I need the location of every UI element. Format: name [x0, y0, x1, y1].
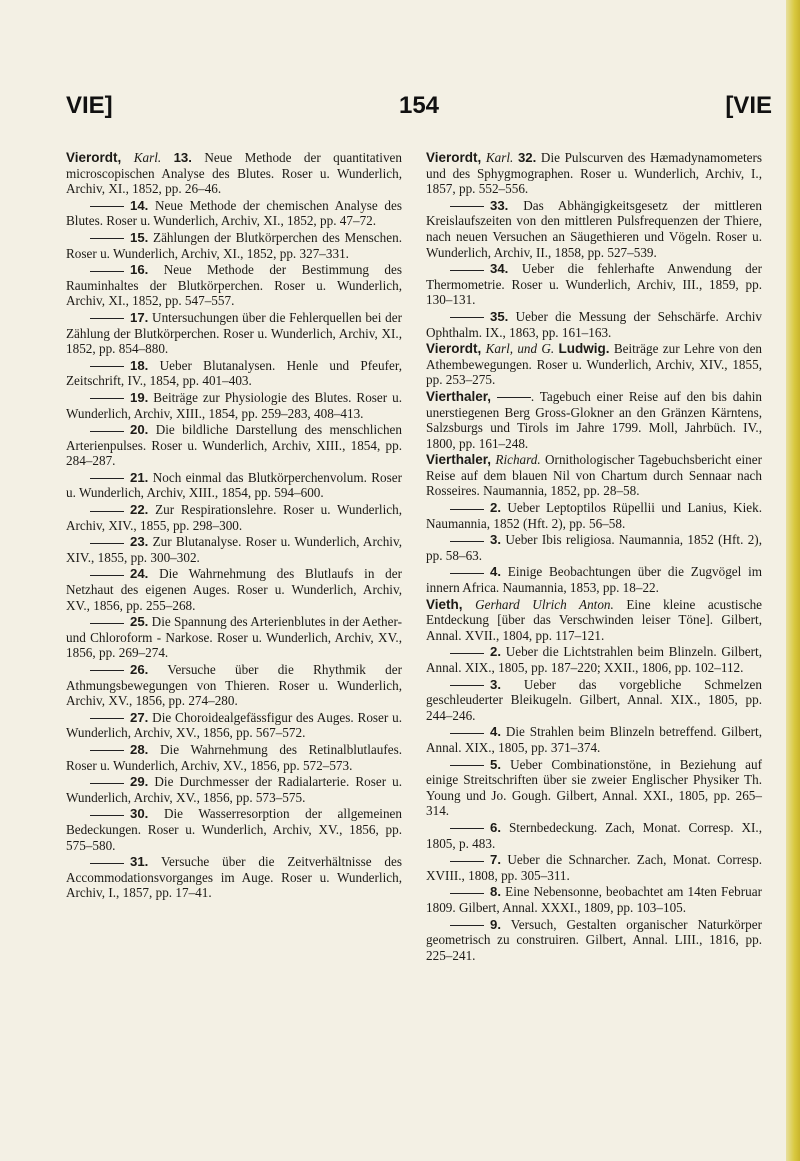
entry-text: . Tagebuch einer Reise auf den bis dahin unerstiegenen Berg Gross-Glokner an den Gränzen Kärntens, Salzsburgs und Tirols im Jahre 1799. Moll, Jahrbüch. IV., 1800, pp. 161–248.	[426, 388, 762, 451]
bibliography-entry	[426, 597, 762, 644]
ditto-dash	[450, 861, 484, 862]
entry-number: 25.	[130, 614, 149, 630]
entry-number: 3.	[490, 676, 501, 692]
author-given-name: Richard.	[495, 452, 541, 468]
author-name: Vierthaler,	[426, 388, 492, 404]
entry-number: 2.	[490, 500, 501, 516]
entry-number: 16.	[130, 262, 149, 278]
entry-text: Versuche über die Zeitverhältnisse des Accommodationsvorganges im Auge. Roser u. Wunderlich, Archiv, I., 1857, pp. 17–41.	[66, 854, 402, 901]
entry-text: Die Durchmesser der Radialarterie. Roser u. Wunderlich, Archiv, XV., 1856, pp. 573–575.	[66, 774, 402, 805]
page-edge	[786, 0, 800, 1161]
entry-text: Sternbedeckung. Zach, Monat. Corresp. XI., 1805, p. 483.	[426, 819, 762, 851]
entry-text: Ueber das vorgebliche Schmelzen geschleuderter Bleikugeln. Gilbert, Annal. XIX., 1805, pp. 244–246.	[426, 676, 762, 723]
entry-number: 20.	[130, 422, 149, 438]
bibliography-entry	[66, 310, 402, 357]
entry-text: Zählungen der Blutkörperchen des Menschen. Roser u. Wunderlich, Archiv, XI., 1852, pp. 327–331.	[66, 229, 403, 261]
entry-text: Ueber die Messung der Sehschärfe. Archiv Ophthalm. IX., 1863, pp. 161–163.	[426, 308, 763, 340]
bibliography-entry	[426, 820, 762, 851]
entry-text: Noch einmal das Blutkörperchenvolum. Roser u. Wunderlich, Archiv, XIII., 1854, pp. 594–600.	[66, 469, 403, 501]
entry-text: Ueber die fehlerhafte Anwendung der Thermometrie. Roser u. Wunderlich, Archiv, III., 1859, pp. 130–131.	[426, 261, 762, 308]
bibliography-entry	[426, 677, 762, 724]
bibliography-entry	[426, 644, 762, 675]
entry-number: 23.	[130, 534, 149, 550]
entry-number: 2.	[490, 644, 501, 660]
entry-text: Die Wasserresorption der allgemeinen Bedeckungen. Roser u. Wunderlich, Archiv, XV., 1856, pp. 575–580.	[66, 806, 403, 853]
ditto-dash	[450, 509, 484, 510]
ditto-dash	[90, 815, 124, 816]
bibliography-entry	[66, 774, 402, 805]
bibliography-entry	[66, 566, 402, 613]
entry-number: 5.	[490, 756, 501, 772]
bibliography-entry	[66, 358, 402, 389]
entry-number: 34.	[490, 261, 509, 277]
entry-number: 15.	[130, 229, 149, 245]
bibliography-entry	[66, 534, 402, 565]
entry-number: 13.	[173, 150, 192, 165]
ditto-dash	[450, 765, 484, 766]
entry-text: Die Strahlen beim Blinzeln betreffend. Gilbert, Annal. XIX., 1805, pp. 371–374.	[426, 724, 762, 755]
bibliography-entry	[66, 230, 402, 261]
coauthor-name: Ludwig.	[558, 341, 610, 357]
bibliography-entry	[426, 500, 762, 531]
entry-number: 21.	[130, 469, 149, 485]
entry-number: 18.	[130, 357, 149, 373]
entry-text: Versuche über die Rhythmik der Athmungsbewegungen von Thieren. Roser u. Wunderlich, Archiv, XV., 1856, pp. 274–280.	[66, 662, 402, 709]
bibliography-entry	[66, 854, 402, 901]
bibliography-entry	[66, 502, 402, 533]
running-head-right: [VIE	[725, 92, 772, 119]
ditto-dash	[90, 783, 124, 784]
bibliography-entry	[426, 917, 762, 964]
bibliography-entry	[66, 710, 402, 741]
entry-text: Zur Respirationslehre. Roser u. Wunderlich, Archiv, XIV., 1855, pp. 298–300.	[66, 502, 402, 533]
author-given-name: Gerhard Ulrich Anton.	[475, 596, 614, 612]
entry-text: Ueber die Schnarcher. Zach, Monat. Corresp. XVIII., 1808, pp. 305–311.	[426, 852, 763, 883]
bibliography-entry	[426, 564, 762, 595]
entry-number: 35.	[490, 308, 509, 324]
ditto-dash	[450, 653, 484, 654]
bibliography-entry	[426, 261, 762, 308]
ditto-dash	[90, 575, 124, 576]
ditto-dash	[90, 271, 124, 272]
running-head	[66, 92, 772, 126]
entry-text: Die Wahrnehmung des Retinalblutlaufes. Roser u. Wunderlich, Archiv, XV., 1856, pp. 572–573.	[66, 741, 403, 773]
entry-number: 33.	[490, 197, 509, 213]
entry-text: Neue Methode der chemischen Analyse des Blutes. Roser u. Wunderlich, Archiv, XI., 1852, pp. 47–72.	[66, 197, 403, 229]
ditto-dash	[450, 685, 484, 686]
ditto-dash	[450, 573, 484, 574]
entry-number: 4.	[490, 564, 501, 580]
bibliography-entry	[66, 262, 402, 309]
entry-text: Einige Beobachtungen über die Zugvögel im innern Africa. Naumannia, 1853, pp. 18–22.	[426, 564, 763, 596]
entry-text: Zur Blutanalyse. Roser u. Wunderlich, Archiv, XIV., 1855, pp. 300–302.	[66, 534, 402, 565]
bibliography-entry	[66, 806, 402, 853]
bibliography-entry	[426, 452, 762, 499]
author-name: Vieth,	[426, 596, 463, 612]
entry-number: 19.	[130, 389, 149, 405]
author-name: Vierordt,	[66, 150, 122, 165]
entry-text: Eine kleine acustische Entdeckung [über das Verschwinden leiser Töne]. Gilbert, Annal. XVII., 1804, pp. 117–121.	[426, 596, 763, 643]
bibliography-entry	[426, 724, 762, 755]
entry-number: 9.	[490, 916, 501, 932]
entry-text: Die Spannung des Arterienblutes in der Aether- und Chloroform - Narkose. Roser u. Wunderlich, Archiv, XV., 1856, pp. 269–274.	[66, 614, 403, 661]
right-column	[426, 150, 762, 964]
entry-number: 29.	[130, 774, 149, 790]
bibliography-entry	[66, 390, 402, 421]
entry-number: 8.	[490, 884, 501, 900]
ditto-dash	[90, 511, 124, 512]
bibliography-entry	[66, 662, 402, 709]
entry-text: Das Abhängigkeitsgesetz der mittleren Kreislaufszeiten von den mittleren Pulsfrequenzen der Thiere, nach neuen Versuchen an Säugethieren und Vögeln. Roser u. Wunderlich, Archiv, II., 1858, pp. 527–539.	[426, 197, 762, 260]
bibliography-entry	[426, 532, 762, 563]
bibliography-entry	[426, 150, 762, 197]
ditto-dash	[450, 206, 484, 207]
bibliography-entry	[66, 198, 402, 229]
ditto-dash	[90, 623, 124, 624]
entry-number: 22.	[130, 502, 149, 518]
ditto-dash	[450, 893, 484, 894]
entry-number: 6.	[490, 819, 501, 835]
ditto-dash	[450, 541, 484, 542]
running-head-left: VIE]	[66, 92, 113, 119]
page-number: 154	[398, 92, 440, 119]
author-name: Vierordt,	[426, 341, 482, 357]
ditto-dash	[497, 397, 531, 398]
bibliography-entry	[426, 341, 762, 388]
entry-number: 7.	[490, 852, 501, 868]
left-column	[66, 150, 402, 902]
entry-text: Untersuchungen über die Fehlerquellen bei der Zählung der Blutkörperchen. Roser u. Wunderlich, Archiv, XI., 1852, pp. 854–880.	[66, 309, 402, 357]
entry-number: 4.	[490, 724, 501, 740]
entry-text: Die bildliche Darstellung des menschlichen Arterienpulses. Roser u. Wunderlich, Archiv, XIII., 1854, pp. 284–287.	[66, 422, 403, 469]
bibliography-entry	[426, 884, 762, 915]
ditto-dash	[450, 925, 484, 926]
entry-number: 26.	[130, 662, 149, 677]
entry-text: Ornithologischer Tagebuchsbericht einer Reise auf dem blauen Nil von Chartum durch Sennaar nach Rosseires. Naumannia, 1852, pp. 28–58.	[426, 452, 763, 499]
entry-number: 3.	[490, 532, 501, 548]
ditto-dash	[450, 733, 484, 734]
ditto-dash	[90, 398, 124, 399]
entry-number: 28.	[130, 741, 149, 757]
entry-text: Ueber Blutanalysen. Henle und Pfeufer, Zeitschrift, IV., 1854, pp. 401–403.	[66, 357, 403, 389]
bibliography-entry	[66, 422, 402, 469]
entry-text: Ueber Combinationstöne, in Beziehung auf einige Streitschriften über sie zweier Englischer Physiker Th. Young und Jo. Gough. Gilbert, Annal. XXI., 1805, pp. 265–314.	[426, 756, 762, 819]
entry-number: 30.	[130, 806, 149, 822]
ditto-dash	[90, 478, 124, 479]
author-given-name: Karl, und G.	[485, 341, 555, 357]
ditto-dash	[450, 317, 484, 318]
ditto-dash	[90, 238, 124, 239]
entry-number: 24.	[130, 566, 149, 582]
ditto-dash	[90, 750, 124, 751]
bibliography-entry	[426, 757, 762, 819]
entry-text: Die Wahrnehmung des Blutlaufs in der Netzhaut des eigenen Auges. Roser u. Wunderlich, Archiv, XV., 1856, pp. 255–268.	[66, 566, 403, 613]
ditto-dash	[450, 828, 484, 829]
entry-text: Beiträge zur Physiologie des Blutes. Roser u. Wunderlich, Archiv, XIII., 1854, pp. 259–283, 408–413.	[66, 389, 402, 421]
bibliography-entry	[426, 852, 762, 883]
ditto-dash	[90, 543, 124, 544]
author-given-name: Karl.	[133, 150, 162, 165]
entry-number: 31.	[130, 854, 149, 870]
entry-text: Versuch, Gestalten organischer Naturkörper geometrisch zu construiren. Gilbert, Annal. LIII., 1816, pp. 225–241.	[426, 916, 762, 963]
entry-text: Neue Methode der quantitativen microscopischen Analyse des Blutes. Roser u. Wunderlich, Archiv, XI., 1852, pp. 26–46.	[66, 150, 403, 197]
bibliography-entry	[426, 389, 762, 451]
author-name: Vierthaler,	[426, 452, 492, 468]
entry-text: Ueber Ibis religiosa. Naumannia, 1852 (Hft. 2), pp. 58–63.	[426, 532, 762, 563]
entry-text: Neue Methode der Bestimmung des Rauminhaltes der Blutkörperchen. Roser u. Wunderlich, Archiv, XI., 1852, pp. 547–557.	[66, 262, 403, 309]
bibliography-entry	[66, 614, 402, 661]
bibliography-entry	[426, 309, 762, 340]
ditto-dash	[90, 318, 124, 319]
author-name: Vierordt,	[426, 150, 482, 165]
ditto-dash	[90, 670, 124, 671]
entry-text: Ueber Leptoptilos Rüpellii und Lanius, Kiek. Naumannia, 1852 (Hft. 2), pp. 56–58.	[426, 500, 762, 531]
entry-text: Ueber die Lichtstrahlen beim Blinzeln. Gilbert, Annal. XIX., 1805, pp. 187–220; XXII., 1806, pp. 102–112.	[426, 644, 762, 675]
ditto-dash	[90, 863, 124, 864]
entry-number: 32.	[517, 150, 537, 165]
entry-number: 27.	[130, 709, 149, 725]
entry-number: 14.	[130, 197, 149, 213]
entry-text: Eine Nebensonne, beobachtet am 14ten Februar 1809. Gilbert, Annal. XXXI., 1809, pp. 103–105.	[426, 884, 763, 915]
bibliography-entry	[66, 470, 402, 501]
entry-text: Die Pulscurven des Hæmadynamometers und des Sphygmographen. Roser u. Wunderlich, Archiv, I., 1857, pp. 552–556.	[426, 150, 763, 197]
bibliography-entry	[426, 198, 762, 260]
ditto-dash	[90, 718, 124, 719]
entry-text: Die Choroidealgefässfigur des Auges. Roser u. Wunderlich, Archiv, XV., 1856, pp. 567–572.	[66, 709, 403, 741]
ditto-dash	[90, 431, 124, 432]
entry-number: 17.	[130, 309, 149, 325]
ditto-dash	[90, 366, 124, 367]
entry-text: Beiträge zur Lehre von den Athembewegungen. Roser u. Wunderlich, Archiv, XIV., 1855, pp. 253–275.	[426, 341, 763, 388]
author-given-name: Karl.	[485, 150, 514, 165]
ditto-dash	[90, 206, 124, 207]
bibliography-entry	[66, 150, 402, 197]
bibliography-entry	[66, 742, 402, 773]
ditto-dash	[450, 270, 484, 271]
